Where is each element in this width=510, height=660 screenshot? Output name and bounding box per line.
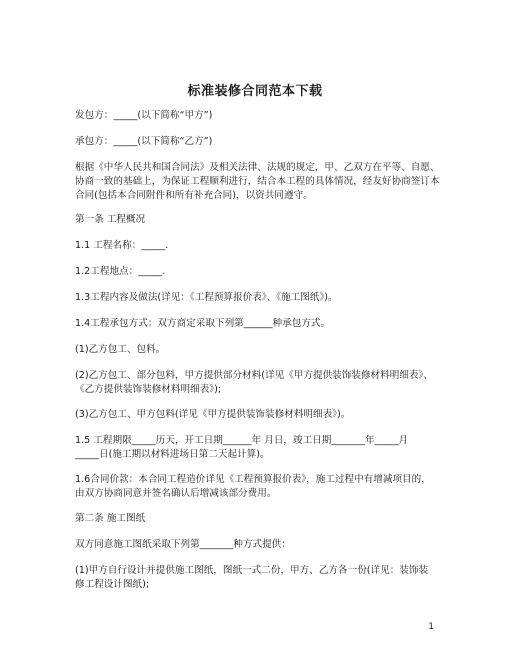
document-title: 标准装修合同范本下载 (187, 84, 323, 99)
clause-1-4-option-3: (3)乙方包工、甲方包料(详见《甲方提供装饰装修材料明细表》)。 (75, 409, 351, 420)
paragraph-preamble: 根据《中华人民共和国合同法》及相关法律、法规的规定，甲、乙双方在平等、自愿、协商一致的基础上，为保证工程顺利进行，结合本工程的具体情况，经友好协商签订本合同(包括本合同附件和所有补充合同)，以资共同遵守。 (75, 162, 440, 202)
section-heading-1: 第一条 工程概况 (75, 214, 146, 225)
clause-2-intro: 双方同意施工图纸采取下列第_______种方式提供： (75, 539, 291, 550)
clause-1-3: 1.3工程内容及做法(详见：《工程预算报价表》、《施工图纸》)。 (75, 292, 338, 303)
paragraph-issuer: 发包方：_____(以下简称“甲方”) (75, 110, 213, 121)
clause-1-4-option-2: (2)乙方包工、部分包料，甲方提供部分材料(详见《甲方提供装饰装修材料明细表》、《乙方提供装饰装修材料明细表》); (75, 370, 433, 396)
clause-1-2: 1.2工程地点：_____. (75, 266, 166, 277)
clause-1-4-option-1: (1)乙方包工、包料。 (75, 344, 166, 355)
clause-1-4: 1.4工程承包方式：双方商定采取下列第______种承包方式。 (75, 318, 331, 329)
paragraph-contractor: 承包方：_____(以下简称“乙方”) (75, 136, 213, 147)
clause-1-6: 1.6合同价款：本合同工程造价详见《工程预算报价表》，施工过程中有增减项目的，由双方协商同意并签名确认后增减该部分费用。 (75, 474, 431, 500)
page-number: 1 (428, 622, 434, 632)
clause-2-option-1: (1)甲方自行设计并提供施工图纸，图纸一式二份，甲方、乙方各一份(详见：装饰装修工程设计图纸); (75, 565, 429, 591)
section-heading-2: 第二条 施工图纸 (75, 513, 146, 524)
clause-1-5: 1.5 工程期限_____历天，开工日期______年 月日，竣工日期_______年_____月_____日(施工期以材料进场日第二天起计算)。 (75, 435, 409, 461)
clause-1-1: 1.1 工程名称：_____. (75, 240, 169, 251)
